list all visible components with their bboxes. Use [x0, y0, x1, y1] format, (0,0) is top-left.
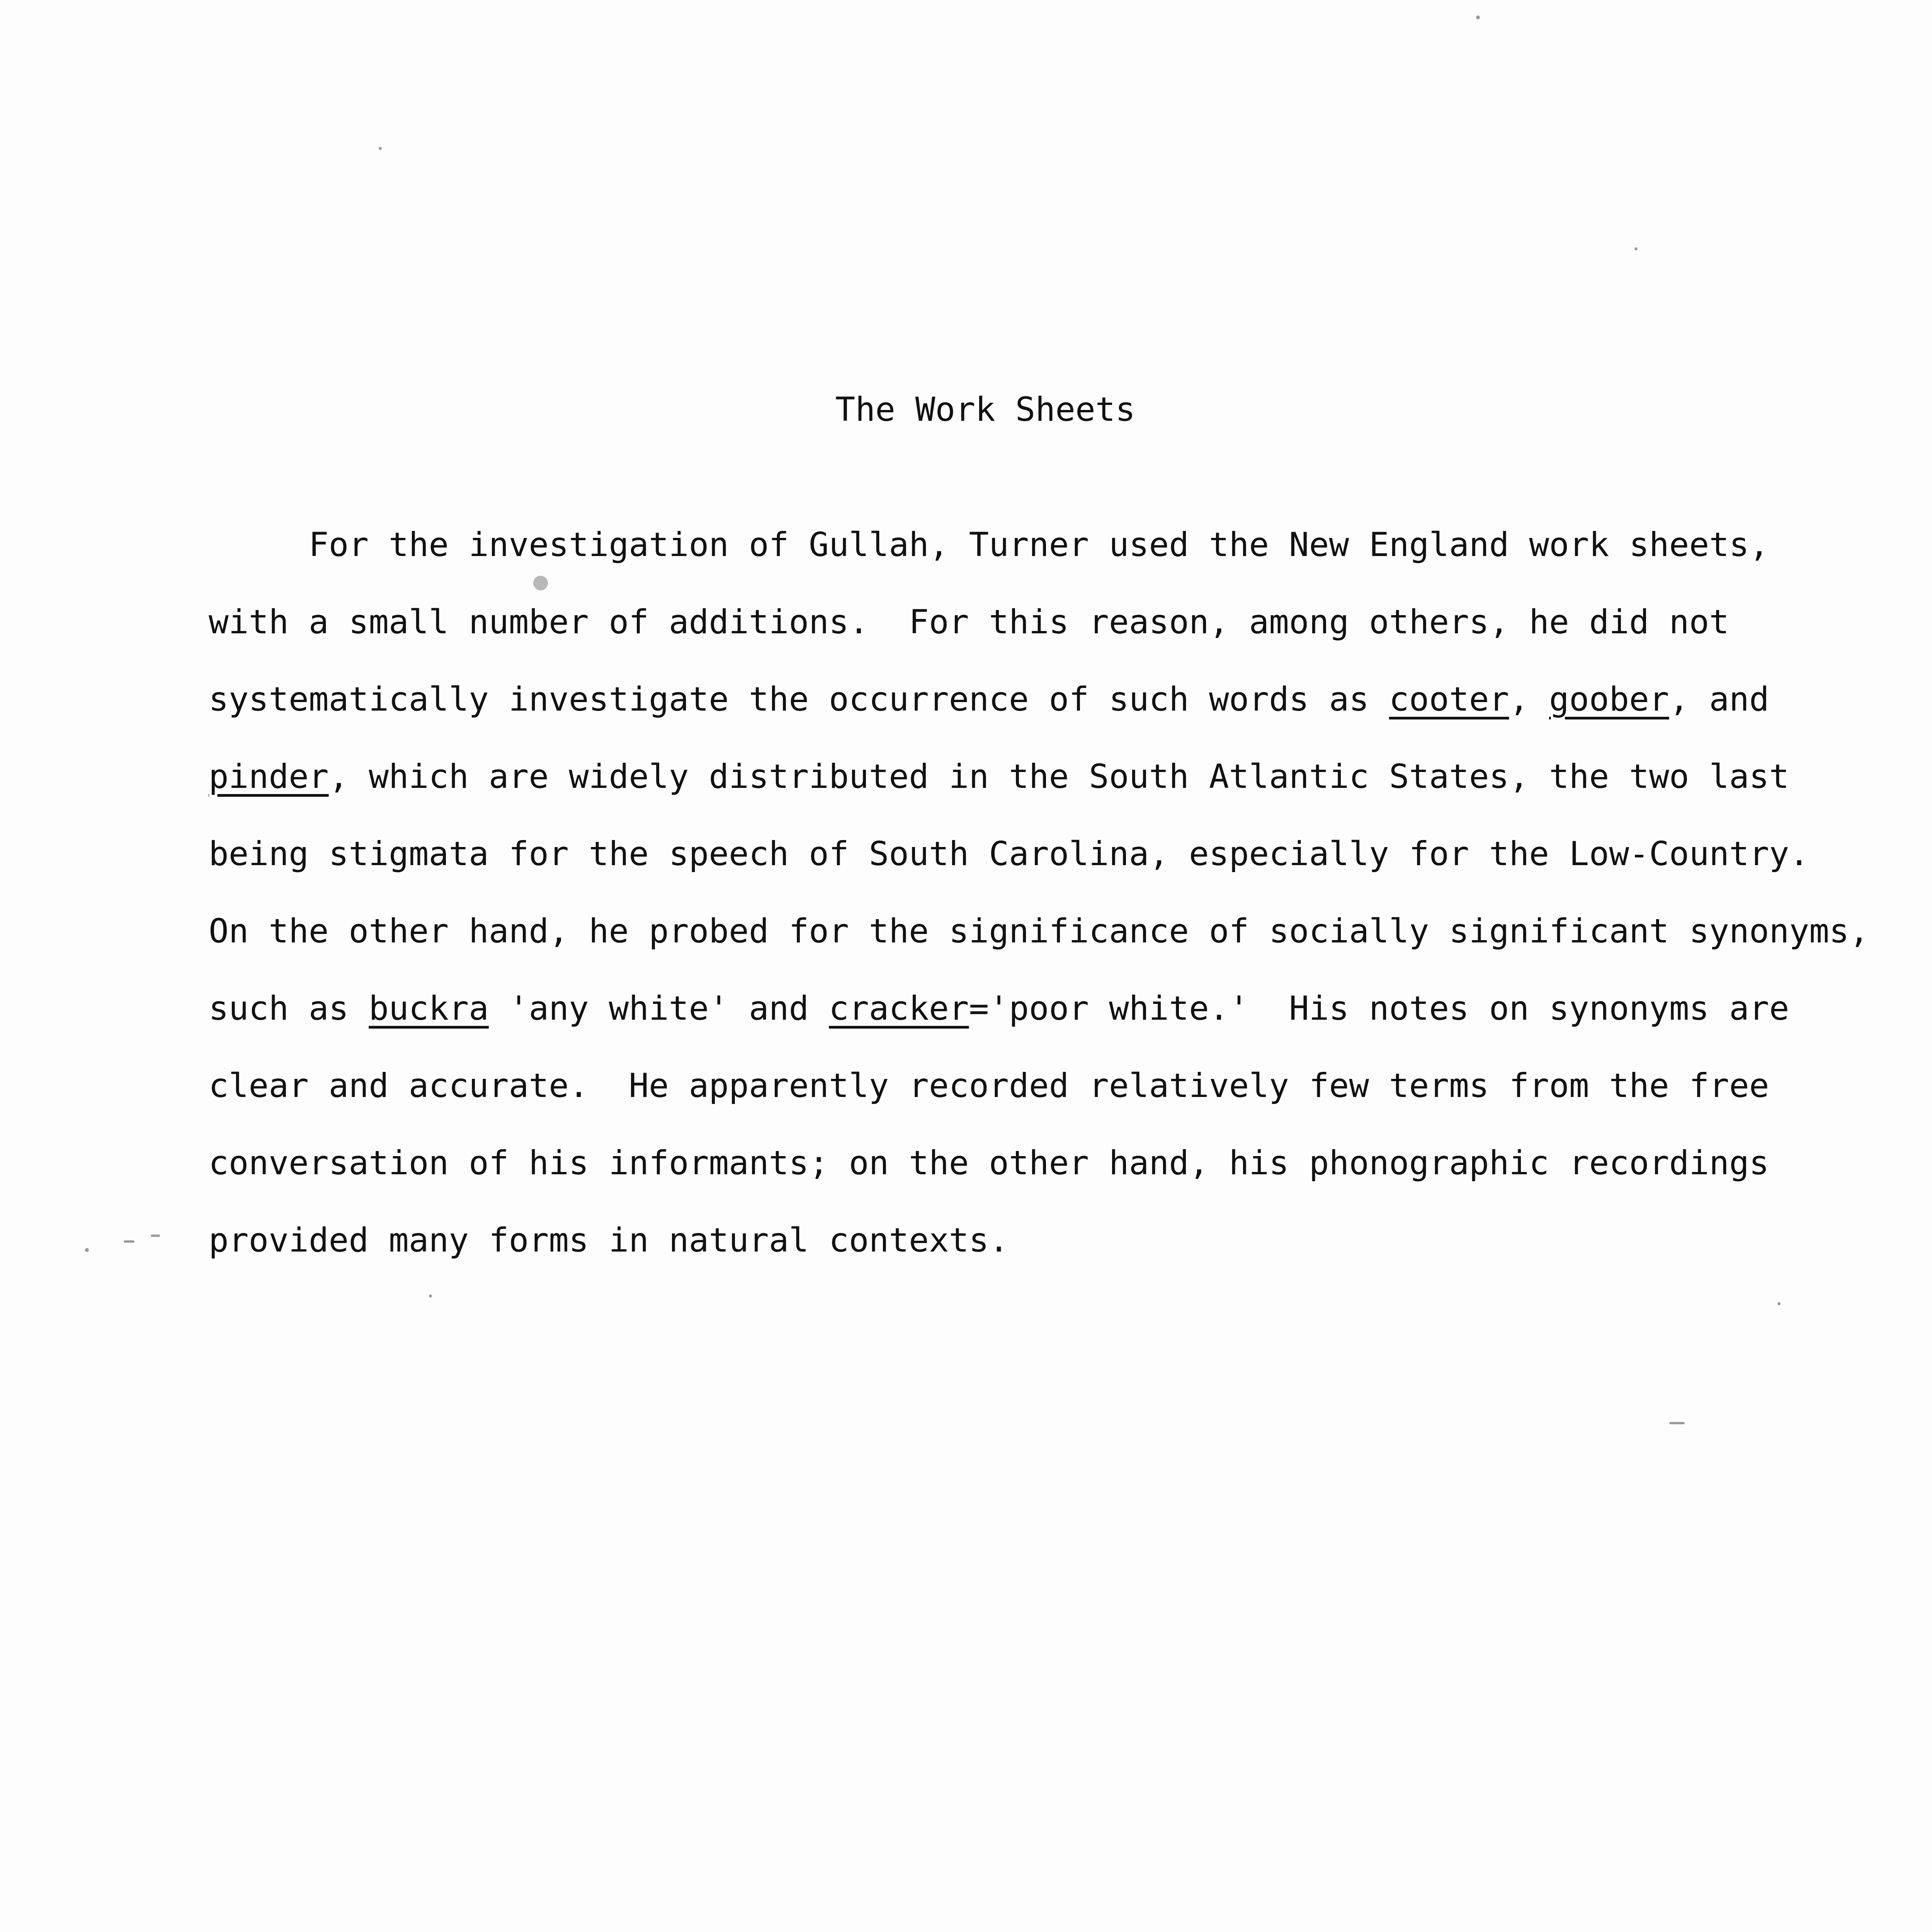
text-segment: ,	[1509, 680, 1549, 719]
underlined-word: buckra	[369, 989, 489, 1028]
scan-speck	[379, 147, 382, 150]
text-line	[209, 524, 1769, 566]
scan-speck	[151, 1235, 160, 1237]
text-segment: 'any white' and	[488, 989, 829, 1028]
scan-speck	[1476, 15, 1480, 19]
text-segment: clear and accurate. He apparently recorded relatively few terms from the free	[209, 1066, 1769, 1105]
scan-speck	[85, 1248, 89, 1252]
scan-speck	[533, 576, 548, 590]
scan-speck	[1634, 247, 1638, 250]
text-line	[209, 755, 1789, 798]
scan-speck	[1669, 1422, 1685, 1424]
text-segment: ='poor white.' His notes on synonyms are	[969, 989, 1789, 1028]
text-line	[209, 987, 1789, 1030]
scan-speck	[429, 1294, 432, 1298]
text-segment: such as	[209, 989, 369, 1028]
text-segment: , which are widely distributed in the South Atlantic States, the two last	[328, 757, 1789, 796]
text-line	[209, 601, 1729, 643]
text-line	[209, 910, 1869, 952]
text-segment: , and	[1669, 680, 1769, 719]
underlined-word: goober	[1549, 680, 1669, 719]
text-line	[209, 1219, 1009, 1262]
underlined-word: cooter	[1389, 680, 1509, 719]
scan-speck	[124, 1240, 134, 1243]
text-segment: systematically investigate the occurrence of such words as	[209, 680, 1389, 719]
underlined-word: cracker	[829, 989, 969, 1028]
scan-speck	[1777, 1302, 1781, 1305]
text-segment: with a small number of additions. For this reason, among others, he did not	[209, 603, 1730, 641]
text-segment: On the other hand, he probed for the significance of socially significant synonyms,	[209, 912, 1869, 951]
text-line	[209, 833, 1809, 875]
text-segment: provided many forms in natural contexts.	[209, 1221, 1009, 1260]
text-line	[209, 1065, 1769, 1107]
text-line	[209, 678, 1769, 721]
page-title: The Work Sheets	[835, 390, 1136, 429]
text-segment: conversation of his informants; on the other hand, his phonographic recordings	[209, 1144, 1769, 1182]
text-segment: For the investigation of Gullah, Turner used the New England work sheets,	[209, 526, 1769, 564]
text-segment: being stigmata for the speech of South Carolina, especially for the Low-Country.	[209, 835, 1810, 873]
underlined-word: pinder	[209, 757, 329, 796]
text-line	[209, 1142, 1769, 1184]
